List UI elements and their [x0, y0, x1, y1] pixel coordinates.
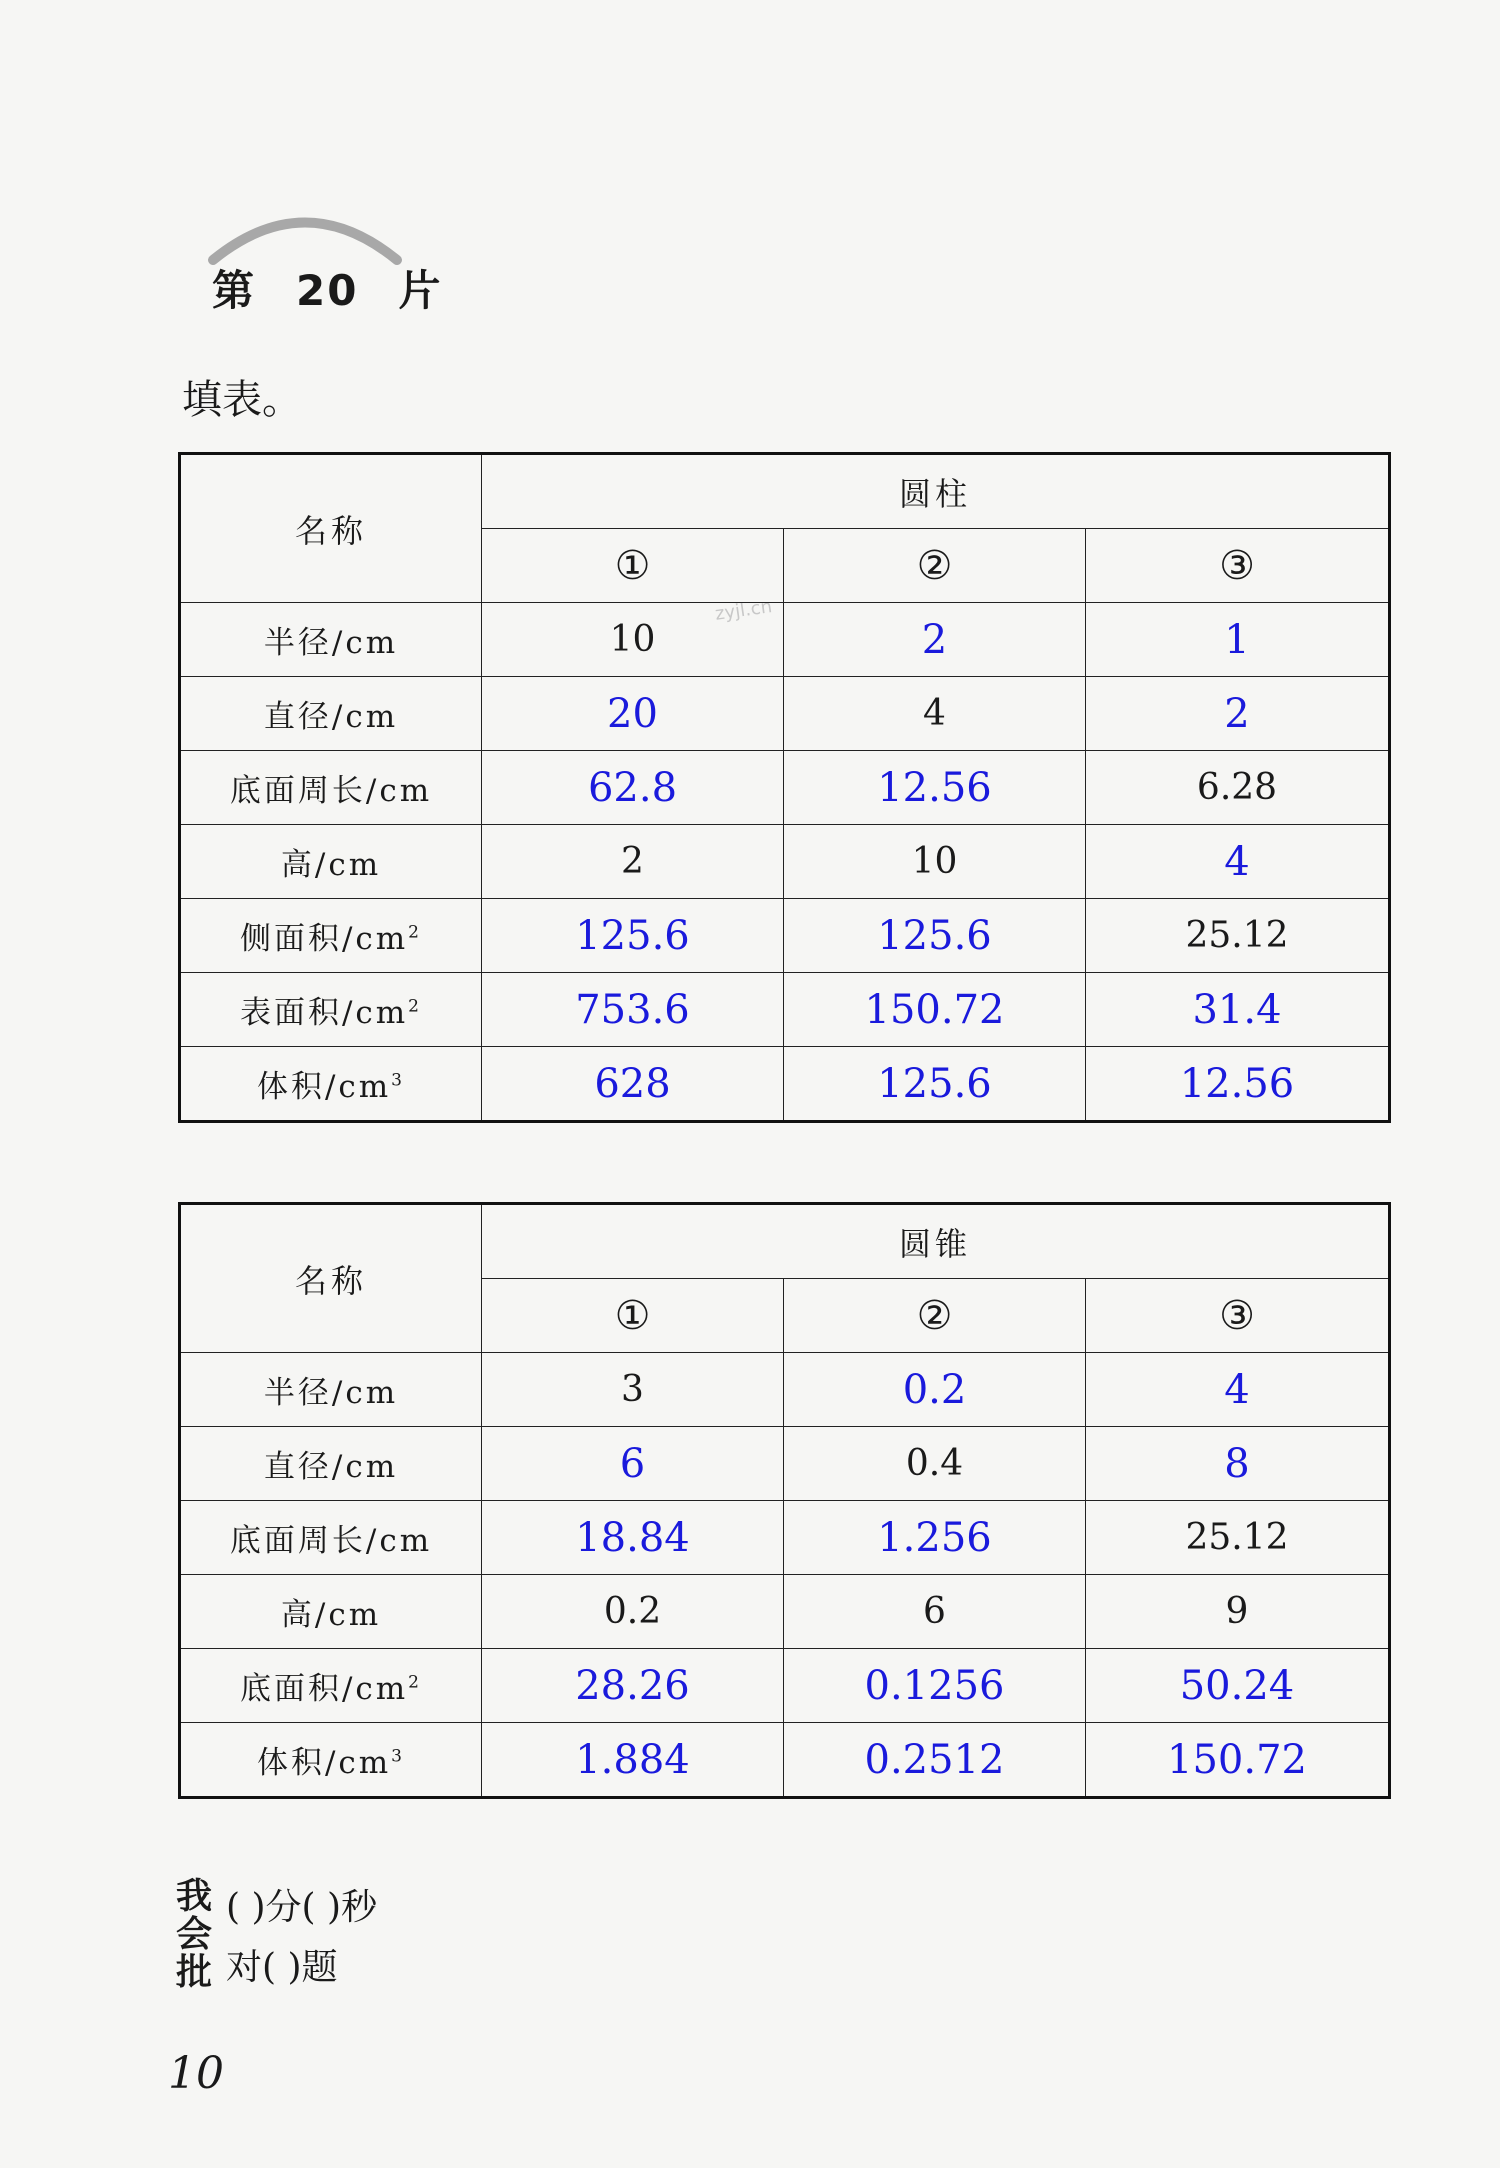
- correct-count-line: 对( )题: [226, 1947, 338, 1988]
- time-spent-line: ( )分( )秒: [226, 1887, 378, 1928]
- table-row: [180, 677, 1390, 751]
- answer-cell: [482, 899, 784, 973]
- given-value: 2: [621, 841, 644, 882]
- answer-cell: [482, 1649, 784, 1723]
- answer-cell: [482, 1723, 784, 1798]
- row-label: [180, 1353, 482, 1427]
- given-cell: [1086, 899, 1390, 973]
- given-cell: [482, 603, 784, 677]
- given-value: 4: [923, 693, 946, 734]
- answer-value: 20: [607, 690, 658, 737]
- answer-cell: [784, 899, 1086, 973]
- given-cell: [482, 1353, 784, 1427]
- row-label: [180, 677, 482, 751]
- table-row: [180, 899, 1390, 973]
- given-cell: [1086, 1501, 1390, 1575]
- answer-value: 150.72: [1167, 1736, 1307, 1783]
- row-label: [180, 1427, 482, 1501]
- row-label: [180, 1501, 482, 1575]
- given-cell: [1086, 1575, 1390, 1649]
- self-check-label: 我会批: [176, 1876, 213, 1993]
- answer-value: 50.24: [1179, 1662, 1295, 1709]
- given-value: 25.12: [1185, 1517, 1289, 1558]
- row-label-text: 底面周长/cm: [229, 773, 433, 809]
- row-label-text: 体积/cm: [256, 1069, 392, 1105]
- answer-cell: [482, 677, 784, 751]
- answer-value: 125.6: [575, 912, 690, 959]
- row-label-text: 直径/cm: [263, 699, 399, 735]
- given-value: 25.12: [1185, 915, 1289, 956]
- answer-cell: [784, 1501, 1086, 1575]
- table-row: [180, 603, 1390, 677]
- answer-cell: [784, 1047, 1086, 1122]
- answer-value: 8: [1224, 1440, 1250, 1487]
- column-header: ②: [784, 1279, 1086, 1353]
- row-label: [180, 603, 482, 677]
- row-label: [180, 1723, 482, 1798]
- answer-cell: [784, 1723, 1086, 1798]
- given-value: 10: [911, 841, 958, 882]
- given-cell: [784, 1575, 1086, 1649]
- name-header: 名称: [180, 1204, 482, 1353]
- answer-value: 2: [921, 616, 948, 663]
- column-header: ②: [784, 529, 1086, 603]
- answer-value: 18.84: [575, 1514, 690, 1561]
- row-label: [180, 1047, 482, 1122]
- given-value: 0.2: [603, 1591, 662, 1632]
- answer-value: 12.56: [877, 764, 992, 811]
- row-label: [180, 1575, 482, 1649]
- answer-value: 0.2512: [864, 1736, 1005, 1783]
- row-label: [180, 899, 482, 973]
- answer-value: 0.2: [902, 1366, 967, 1413]
- given-value: 6.28: [1196, 767, 1278, 808]
- given-value: 0.4: [905, 1443, 964, 1484]
- answer-value: 1: [1224, 616, 1250, 663]
- group-header: 圆柱: [482, 454, 1390, 529]
- cylinder-table: [178, 452, 1391, 1123]
- lesson-title-prefix: 第: [212, 266, 257, 315]
- answer-cell: [482, 1501, 784, 1575]
- group-header: 圆锥: [482, 1204, 1390, 1279]
- lesson-title: [212, 258, 442, 318]
- name-header: 名称: [180, 454, 482, 603]
- row-label-text: 侧面积/cm: [239, 921, 409, 957]
- unit-exponent: 2: [408, 1672, 423, 1693]
- row-label: [180, 751, 482, 825]
- table-row: [180, 1575, 1390, 1649]
- instruction-text: 填表。: [182, 377, 302, 423]
- row-label: [180, 825, 482, 899]
- watermark: zyjl.cn: [713, 596, 774, 625]
- answer-value: 12.56: [1179, 1060, 1295, 1107]
- lesson-title-suffix: 片: [398, 266, 443, 315]
- row-label: [180, 1649, 482, 1723]
- lesson-title-number: 20: [296, 266, 359, 315]
- given-cell: [784, 825, 1086, 899]
- table-row: [180, 1047, 1390, 1122]
- answer-value: 4: [1224, 838, 1250, 885]
- answer-value: 628: [594, 1060, 671, 1107]
- row-label-text: 直径/cm: [263, 1449, 399, 1485]
- answer-cell: [482, 973, 784, 1047]
- answer-cell: [1086, 825, 1390, 899]
- given-cell: [784, 1427, 1086, 1501]
- answer-value: 753.6: [575, 986, 690, 1033]
- row-label-text: 高/cm: [280, 1597, 382, 1633]
- column-header: ①: [482, 529, 784, 603]
- answer-value: 150.72: [864, 986, 1005, 1033]
- answer-value: 2: [1224, 690, 1250, 737]
- table-row: [180, 1427, 1390, 1501]
- answer-cell: [784, 1353, 1086, 1427]
- row-label-text: 半径/cm: [263, 1375, 399, 1411]
- unit-exponent: 3: [391, 1746, 406, 1767]
- column-header: ①: [482, 1279, 784, 1353]
- table-row: [180, 825, 1390, 899]
- unit-exponent: 2: [408, 922, 423, 943]
- unit-exponent: 3: [391, 1070, 406, 1091]
- row-label-text: 高/cm: [280, 847, 382, 883]
- answer-value: 0.1256: [864, 1662, 1005, 1709]
- answer-cell: [1086, 1427, 1390, 1501]
- answer-value: 125.6: [877, 912, 992, 959]
- answer-value: 62.8: [587, 764, 678, 811]
- given-cell: [482, 825, 784, 899]
- table-row: [180, 973, 1390, 1047]
- answer-cell: [1086, 1353, 1390, 1427]
- row-label-text: 底面积/cm: [239, 1671, 409, 1707]
- answer-value: 28.26: [575, 1662, 690, 1709]
- column-header: ③: [1086, 1279, 1390, 1353]
- answer-value: 1.884: [575, 1736, 690, 1783]
- answer-value: 31.4: [1192, 986, 1282, 1033]
- cone-table: [178, 1202, 1391, 1799]
- given-cell: [1086, 751, 1390, 825]
- column-header: ③: [1086, 529, 1390, 603]
- row-label: [180, 973, 482, 1047]
- answer-cell: [1086, 677, 1390, 751]
- title-arc-decoration: [205, 205, 405, 265]
- given-value: 6: [923, 1591, 946, 1632]
- table-row: [180, 751, 1390, 825]
- answer-cell: [1086, 1723, 1390, 1798]
- answer-cell: [1086, 973, 1390, 1047]
- answer-cell: [482, 1047, 784, 1122]
- row-label-text: 体积/cm: [256, 1745, 392, 1781]
- self-check: [176, 1878, 377, 1998]
- answer-cell: [482, 751, 784, 825]
- unit-exponent: 2: [408, 996, 423, 1017]
- answer-cell: [1086, 603, 1390, 677]
- row-label-text: 表面积/cm: [239, 995, 409, 1031]
- answer-cell: [1086, 1047, 1390, 1122]
- answer-cell: [784, 603, 1086, 677]
- page-number: 10: [168, 2048, 224, 2099]
- answer-cell: [784, 973, 1086, 1047]
- answer-cell: [784, 751, 1086, 825]
- answer-cell: [482, 1427, 784, 1501]
- row-label-text: 底面周长/cm: [229, 1523, 433, 1559]
- table-row: [180, 1649, 1390, 1723]
- table-row: [180, 1501, 1390, 1575]
- answer-value: 6: [619, 1440, 646, 1487]
- given-value: 3: [621, 1369, 644, 1410]
- answer-value: 4: [1224, 1366, 1250, 1413]
- table-row: [180, 1723, 1390, 1798]
- answer-cell: [784, 1649, 1086, 1723]
- answer-cell: [1086, 1649, 1390, 1723]
- given-value: 9: [1225, 1591, 1249, 1632]
- given-cell: [784, 677, 1086, 751]
- table-row: [180, 1353, 1390, 1427]
- answer-value: 1.256: [877, 1514, 992, 1561]
- given-value: 10: [609, 619, 656, 660]
- given-cell: [482, 1575, 784, 1649]
- row-label-text: 半径/cm: [263, 625, 399, 661]
- answer-value: 125.6: [877, 1060, 992, 1107]
